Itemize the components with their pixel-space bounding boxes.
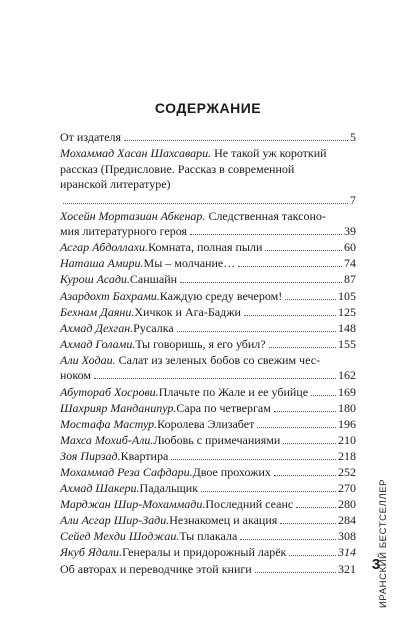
toc-entry bbox=[60, 272, 356, 288]
entry-page-number: 60 bbox=[344, 240, 356, 255]
entry-author: Курош Асади. bbox=[60, 272, 130, 287]
entry-title: Салат из зеленых бобов со свежим чес- bbox=[118, 352, 321, 367]
toc-entry bbox=[60, 256, 356, 272]
entry-author: Марджан Шир-Мохаммади. bbox=[60, 497, 206, 512]
dot-leader bbox=[201, 491, 336, 492]
series-label: ИРАНСКИЙ БЕСТСЕЛЛЕР bbox=[378, 478, 389, 608]
entry-title: Ты плакала bbox=[179, 529, 238, 544]
toc-entry bbox=[60, 130, 356, 146]
entry-author: Мохаммад Хасан Шахсавари. bbox=[60, 146, 212, 161]
entry-author: Асгар Абдоллахи. bbox=[60, 240, 149, 255]
dot-leader bbox=[240, 539, 336, 540]
entry-title: Королева Элизабет bbox=[157, 416, 255, 431]
entry-page-number: 39 bbox=[344, 224, 356, 239]
entry-title: Каждую среду вечером! bbox=[159, 288, 283, 303]
entry-page-number: 74 bbox=[344, 256, 356, 271]
entry-page-number: 308 bbox=[338, 529, 356, 544]
entry-last-line bbox=[60, 481, 356, 497]
dot-leader bbox=[289, 555, 336, 556]
entry-title: Двое прохожих bbox=[192, 465, 271, 479]
entry-page-number: 162 bbox=[338, 368, 356, 383]
dot-leader bbox=[63, 203, 348, 204]
toc-entry bbox=[60, 209, 356, 240]
entry-page-number: 252 bbox=[338, 465, 356, 479]
entry-title: Плачьте по Жале и ее убийце bbox=[158, 384, 309, 399]
toc-entry bbox=[60, 385, 356, 401]
entry-last-line bbox=[60, 449, 356, 465]
entry-title: Мы – молчание… bbox=[143, 256, 236, 271]
toc-entry bbox=[60, 417, 356, 433]
dot-leader bbox=[238, 266, 342, 267]
toc-entry bbox=[60, 465, 356, 481]
entry-title: мия литературного героя bbox=[60, 224, 188, 239]
toc-entry bbox=[60, 289, 356, 305]
toc-entry bbox=[60, 545, 356, 561]
entry-last-line bbox=[60, 545, 356, 561]
entry-last-line bbox=[60, 337, 356, 353]
entry-last-line bbox=[60, 256, 356, 272]
dot-leader bbox=[190, 234, 342, 235]
page-number: 3 bbox=[371, 556, 381, 573]
entry-author: Сейед Мехди Шоджаи. bbox=[60, 529, 180, 544]
entry-page-number: 284 bbox=[338, 513, 356, 528]
entry-title: Об авторах и переводчике этой книги bbox=[60, 561, 252, 576]
toc-entry bbox=[60, 529, 356, 545]
entry-last-line bbox=[60, 272, 356, 288]
entry-author: Ахмад Дехган. bbox=[60, 320, 134, 335]
entry-page-number: 5 bbox=[350, 130, 356, 144]
entry-line bbox=[60, 209, 356, 225]
dot-leader bbox=[280, 523, 336, 524]
entry-author: Шахрияр Манданипур. bbox=[60, 400, 177, 415]
dot-leader bbox=[94, 378, 336, 379]
dot-leader bbox=[257, 427, 336, 428]
dot-leader bbox=[244, 315, 336, 316]
entry-author: Мохаммад Реза Сафдари. bbox=[60, 465, 193, 479]
entry-line bbox=[60, 177, 356, 193]
entry-author: Зоя Пирзад. bbox=[60, 448, 121, 463]
entry-page-number: 125 bbox=[338, 304, 356, 319]
dot-leader bbox=[285, 299, 336, 300]
entry-page-number: 180 bbox=[338, 400, 356, 415]
entry-last-line bbox=[60, 368, 356, 384]
dot-leader bbox=[274, 475, 336, 476]
entry-page-number: 169 bbox=[338, 384, 356, 399]
entry-page-number: 148 bbox=[338, 320, 356, 335]
toc-entry bbox=[60, 305, 356, 321]
entry-author: Якуб Ядали. bbox=[60, 545, 123, 560]
entry-page-number: 321 bbox=[338, 561, 356, 576]
entry-last-line bbox=[60, 433, 356, 449]
entry-last-line bbox=[60, 240, 356, 256]
dot-leader bbox=[265, 250, 342, 251]
entry-title: Падальщик bbox=[139, 481, 199, 496]
dot-leader bbox=[180, 282, 342, 283]
entry-author: Ахмад Голами. bbox=[60, 336, 136, 351]
entry-page-number: 7 bbox=[350, 192, 356, 207]
entry-last-line bbox=[60, 385, 356, 401]
toc-entry bbox=[60, 321, 356, 337]
entry-page-number: 270 bbox=[338, 481, 356, 496]
entry-title: Хичкок и Ага-Баджи bbox=[134, 304, 241, 319]
toc-entry bbox=[60, 513, 356, 529]
dot-leader bbox=[311, 395, 336, 396]
entry-author: Мостафа Мастур. bbox=[60, 416, 158, 431]
toc-entry bbox=[60, 562, 356, 578]
dot-leader bbox=[269, 347, 336, 348]
entry-title: Сара по четвергам bbox=[176, 400, 271, 415]
toc-entry bbox=[60, 146, 356, 208]
dot-leader bbox=[296, 507, 336, 508]
dot-leader bbox=[171, 459, 336, 460]
dot-leader bbox=[124, 140, 348, 141]
entry-page-number: 87 bbox=[344, 272, 356, 287]
entry-last-line bbox=[60, 193, 356, 209]
toc-entry bbox=[60, 433, 356, 449]
entry-title: Любовь с примечаниями bbox=[153, 432, 281, 447]
entry-page-number: 105 bbox=[338, 288, 356, 303]
entry-title: Незнакомец и акация bbox=[169, 513, 278, 528]
entry-line bbox=[60, 146, 356, 162]
toc-entry bbox=[60, 353, 356, 384]
entry-page-number: 210 bbox=[338, 432, 356, 447]
entry-author: Али Ходаи. bbox=[60, 352, 116, 367]
entry-title: От издателя bbox=[60, 130, 122, 144]
entry-page-number: 218 bbox=[338, 448, 356, 463]
dot-leader bbox=[177, 331, 336, 332]
toc-entry bbox=[60, 497, 356, 513]
dot-leader bbox=[274, 411, 336, 412]
toc-entry bbox=[60, 240, 356, 256]
entry-last-line bbox=[60, 305, 356, 321]
entry-last-line bbox=[60, 321, 356, 337]
entry-page-number: 314 bbox=[338, 545, 356, 560]
entry-last-line bbox=[60, 529, 356, 545]
entry-author: Абутораб Хосрови. bbox=[60, 384, 159, 399]
entry-author: Ахмад Шакери. bbox=[60, 481, 140, 496]
entry-page-number: 155 bbox=[338, 336, 356, 351]
entry-title: Не такой уж короткий bbox=[214, 146, 327, 161]
toc-entry bbox=[60, 481, 356, 497]
contents-heading: СОДЕРЖАНИЕ bbox=[154, 100, 262, 116]
dot-leader bbox=[255, 572, 336, 573]
entry-title: Саншайн bbox=[129, 272, 178, 287]
entry-last-line bbox=[60, 497, 356, 513]
entry-last-line bbox=[60, 417, 356, 433]
entry-title: Русалка bbox=[133, 320, 174, 335]
entry-last-line bbox=[60, 562, 356, 578]
entry-author: Махса Мохиб-Али. bbox=[60, 432, 154, 447]
entry-title: Следственная таксоно- bbox=[208, 208, 326, 223]
entry-title: иранской литературе) bbox=[60, 177, 171, 192]
entry-last-line bbox=[60, 289, 356, 305]
toc-entry bbox=[60, 337, 356, 353]
toc-entry bbox=[60, 401, 356, 417]
entry-title: ноком bbox=[60, 368, 92, 383]
entry-last-line bbox=[60, 224, 356, 240]
entry-line bbox=[60, 353, 356, 369]
entry-title: Квартира bbox=[120, 448, 169, 463]
entry-last-line bbox=[60, 130, 356, 146]
entry-title: Комната, полная пыли bbox=[148, 240, 263, 255]
entry-author: Азардохт Бахрами. bbox=[60, 288, 160, 303]
table-of-contents bbox=[60, 130, 356, 578]
entry-title: Последний сеанс bbox=[205, 497, 294, 512]
dot-leader bbox=[283, 443, 336, 444]
entry-page-number: 280 bbox=[338, 497, 356, 512]
entry-title: Генералы и придорожный ларёк bbox=[122, 545, 287, 560]
entry-author: Хосейн Мортазиан Абкенар. bbox=[60, 208, 206, 223]
entry-last-line bbox=[60, 513, 356, 529]
entry-title: рассказ (Предисловие. Рассказ в современной bbox=[60, 161, 295, 176]
toc-entry bbox=[60, 449, 356, 465]
entry-author: Наташа Амири. bbox=[60, 256, 144, 271]
entry-author: Бехнам Даяни. bbox=[60, 304, 135, 319]
entry-page-number: 196 bbox=[338, 416, 356, 431]
entry-last-line bbox=[60, 465, 356, 481]
entry-author: Али Асгар Шир-Зади. bbox=[60, 513, 170, 528]
entry-last-line bbox=[60, 401, 356, 417]
entry-line bbox=[60, 162, 356, 178]
entry-title: Ты говоришь, я его убил? bbox=[135, 336, 266, 351]
